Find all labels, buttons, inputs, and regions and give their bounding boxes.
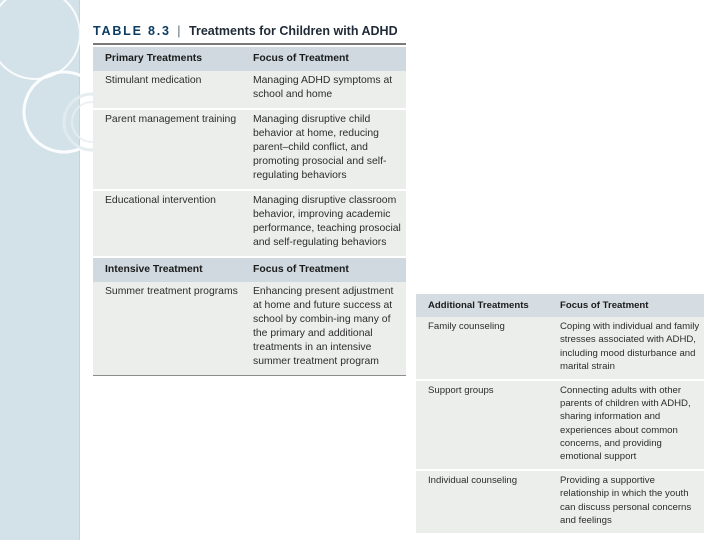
intensive-treatment-header: Intensive Treatment — [93, 257, 247, 282]
focus-header: Focus of Treatment — [247, 257, 406, 282]
additional-header-row — [416, 294, 704, 317]
focus-cell: Providing a supportive relationship in which the youth can discuss personal concerns and feelings — [554, 470, 704, 533]
treatment-cell: Individual counseling — [416, 470, 554, 533]
table-row — [416, 380, 704, 470]
table-row — [93, 71, 406, 109]
table-row — [416, 470, 704, 533]
focus-cell: Managing disruptive classroom behavior, improving academic performance, teaching prosocial and self-regulating behaviors — [247, 190, 406, 257]
focus-cell: Coping with individual and family stresses associated with ADHD, including mood disturbance and marital strain — [554, 317, 704, 380]
additional-treatment-table — [416, 294, 704, 533]
title-rule — [93, 43, 406, 45]
title-separator: | — [177, 24, 181, 38]
focus-header: Focus of Treatment — [247, 47, 406, 71]
treatment-cell: Stimulant medication — [93, 71, 247, 109]
focus-cell: Managing disruptive child behavior at home, reducing parent–child conflict, and promoting prosocial and self-regulating behaviors — [247, 109, 406, 190]
intensive-header-row — [93, 257, 406, 282]
table-row — [93, 109, 406, 190]
treatment-cell: Support groups — [416, 380, 554, 470]
main-treatment-table — [93, 47, 406, 376]
table-row — [93, 190, 406, 257]
table-row — [93, 282, 406, 376]
primary-header-row — [93, 47, 406, 71]
focus-cell: Managing ADHD symptoms at school and home — [247, 71, 406, 109]
table-number: TABLE 8.3 — [93, 24, 171, 38]
table-row — [416, 317, 704, 380]
treatment-cell: Educational intervention — [93, 190, 247, 257]
additional-treatments-header: Additional Treatments — [416, 294, 554, 317]
treatment-cell: Family counseling — [416, 317, 554, 380]
focus-cell: Connecting adults with other parents of children with ADHD, sharing information and experiences about common concerns, and providing emotional support — [554, 380, 704, 470]
table-title — [93, 24, 398, 38]
treatment-cell: Summer treatment programs — [93, 282, 247, 376]
treatment-cell: Parent management training — [93, 109, 247, 190]
table-caption: Treatments for Children with ADHD — [189, 24, 398, 38]
deco-circle-mid — [24, 72, 104, 152]
primary-treatments-header: Primary Treatments — [93, 47, 247, 71]
deco-circle-large — [0, 0, 80, 79]
focus-header: Focus of Treatment — [554, 294, 704, 317]
focus-cell: Enhancing present adjustment at home and future success at school by combin-ing many of the primary and additional treatments in an intensive summer treatment program — [247, 282, 406, 376]
